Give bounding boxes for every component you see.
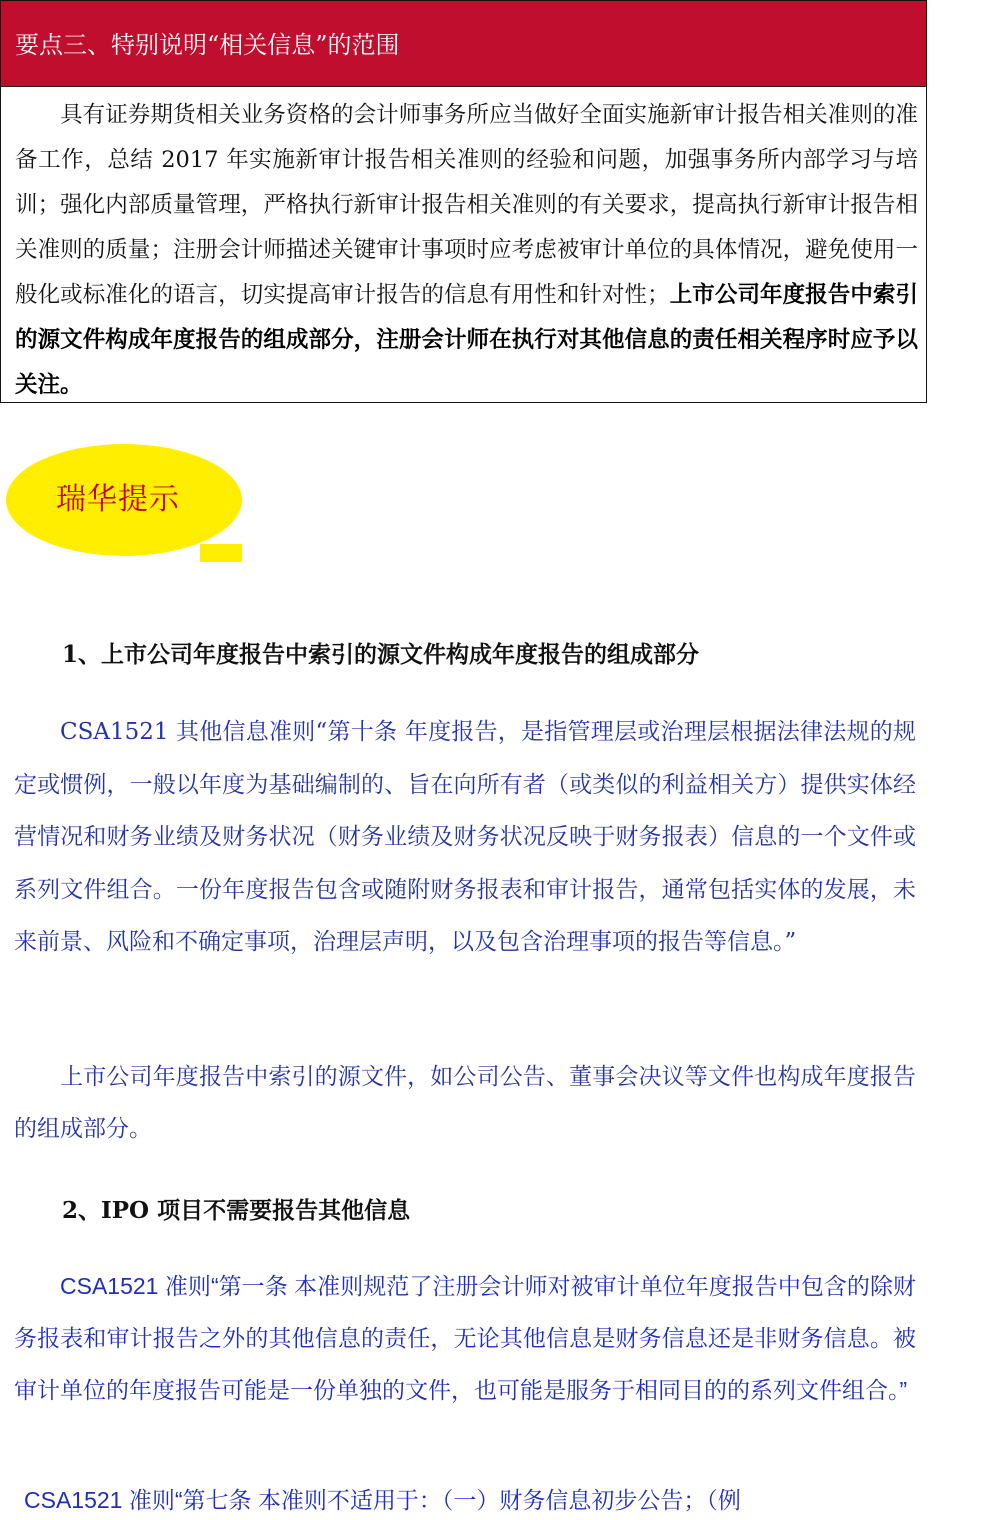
- note-box-title: 要点三、特别说明“相关信息”的范围: [1, 1, 926, 87]
- section-1-heading: 1、上市公司年度报告中索引的源文件构成年度报告的组成部分: [62, 641, 700, 668]
- speech-bubble-tail: [200, 544, 242, 562]
- paragraph-text: CSA1521 准则“第一条 本准则规范了注册会计师对被审计单位年度报告中包含的除财务报表和审计报告之外的其他信息的责任，无论其他信息是财务信息还是非财务信息。被审计单位的年度报告可能是一份单独的文件，也可能是服务于相同目的的系列文件组合。”: [14, 1273, 916, 1403]
- note-box: [0, 0, 927, 403]
- section-2-heading: 2、IPO 项目不需要报告其他信息: [62, 1197, 411, 1224]
- note-box-body: [15, 93, 918, 408]
- section-1-paragraph-1: [14, 706, 916, 969]
- paragraph-text: CSA1521 其他信息准则“第十条 年度报告，是指管理层或治理层根据法律法规的规定或惯例，一般以年度为基础编制的、旨在向所有者（或类似的利益相关方）提供实体经营情况和财务业绩及财务状况（财务业绩及财务状况反映于财务报表）信息的一个文件或系列文件组合。一份年度报告包含或随附财务报表和审计报告，通常包括实体的发展，未来前景、风险和不确定事项，治理层声明，以及包含治理事项的报告等信息。”: [14, 719, 916, 955]
- section-1-paragraph-2: [14, 1051, 916, 1155]
- section-2-paragraph-1: [14, 1260, 916, 1416]
- note-box-text: 具有证券期货相关业务资格的会计师事务所应当做好全面实施新审计报告相关准则的准备工作，总结 2017 年实施新审计报告相关准则的经验和问题，加强事务所内部学习与培训；强化内部质量管理，严格执行新审计报告相关准则的有关要求，提高执行新审计报告相关准则的质量；注册会计师描述关键审计事项时应考虑被审计单位的具体情况，避免使用一般化或标准化的语言，切实提高审计报告的信息有用性和针对性；: [15, 102, 918, 308]
- note-box-bold-text: 上市公司年度报告中索引的源文件构成年度报告的组成部分，注册会计师在执行对其他信息的责任相关程序时应予以关注。: [15, 282, 918, 398]
- speech-bubble: [0, 440, 250, 570]
- paragraph-text: 上市公司年度报告中索引的源文件，如公司公告、董事会决议等文件也构成年度报告的组成部分。: [14, 1064, 916, 1142]
- section-2-paragraph-2: CSA1521 准则“第七条 本准则不适用于：（一）财务信息初步公告；（例: [24, 1487, 741, 1513]
- speech-bubble-label: 瑞华提示: [56, 482, 180, 517]
